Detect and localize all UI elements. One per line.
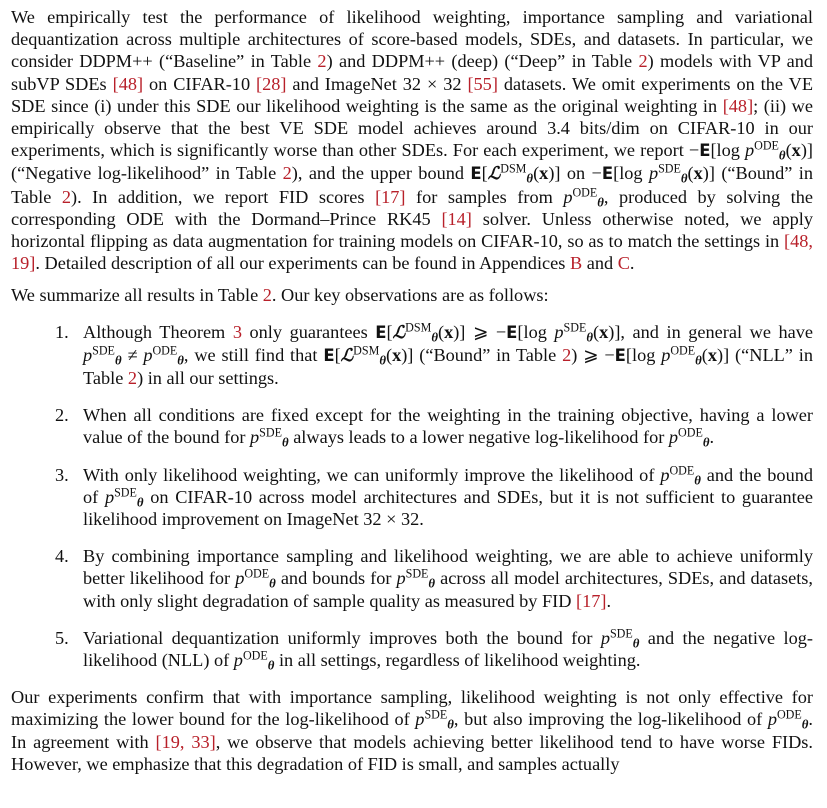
- formula-expected-log-p-ode: E[log $p^{ODE}\theta(x)$]: [699, 138, 813, 163]
- formula-p-ode: $p^{ODE}\theta$: [563, 184, 604, 210]
- ref-appendix-b[interactable]: B: [569, 253, 583, 274]
- formula-expected-dsm-loss: E[ℒ$^{DSM}$θ(x)]: [323, 343, 414, 368]
- ref-table-2[interactable]: 2: [282, 163, 292, 184]
- formula-p-ode: $p^{ODE}\theta$: [233, 648, 275, 673]
- ref-table-2[interactable]: 2: [562, 344, 572, 365]
- formula-p-ode: $p^{ODE}\theta$: [767, 707, 809, 733]
- ref-appendix-c[interactable]: C: [617, 253, 630, 274]
- observation-item: 2. When all conditions are fixed except for the weighting in the training objective, having a lower value of the bound for $p^{SDE}\theta$ always leads to a lower negative log-likelihood for $p^{ODE}\theta$.: [55, 405, 813, 451]
- citation-17[interactable]: [17]: [576, 590, 607, 611]
- observation-item: 5. Variational dequantization uniformly improves both the bound for $p^{SDE}\theta$ and the negative log-likelihood (NLL) of $p^{ODE}\theta$ in all settings, regardless of likelihood weighting.: [55, 626, 813, 673]
- list-number: 5.: [55, 627, 69, 648]
- formula-p-sde: $p^{SDE}\theta$: [600, 626, 640, 651]
- citation-55[interactable]: [55]: [467, 73, 498, 94]
- citation-14[interactable]: [14]: [441, 208, 472, 229]
- formula-p-sde: $p^{SDE}\theta$: [250, 425, 289, 451]
- list-number: 2.: [55, 405, 69, 426]
- formula-expected-log-p-sde: E[log $p^{SDE}\theta(x)$]: [601, 161, 715, 186]
- observation-item: 1. Although Theorem 3 only guarantees E[ℒ$^{DSM}$θ(x)] ⩾ −E[log $p^{SDE}\theta(x)$], and in general we have $p^{SDE}\theta \ne p^{ODE}\theta$, we still find that E[ℒ$^{DSM}$θ(x)] (“Bound” in Table 2) ⩾ −E[log $p^{ODE}\theta(x)$] (“NLL” in Table 2) in all our settings.: [55, 320, 813, 389]
- formula-p-ode: $p^{ODE}\theta$: [668, 425, 710, 451]
- citation-17[interactable]: [17]: [375, 186, 406, 207]
- citation-48[interactable]: [48]: [722, 95, 754, 116]
- ref-table-2[interactable]: 2: [127, 368, 138, 389]
- ref-table-2[interactable]: 2: [638, 51, 648, 72]
- formula-geq-neg-log-p-ode: ⩾ −E[log $p^{ODE}\theta(x)$]: [583, 343, 730, 368]
- paragraph-summary: We summarize all results in Table 2. Our key observations are as follows:: [11, 285, 549, 306]
- ref-theorem-3[interactable]: 3: [232, 321, 242, 342]
- citation-28[interactable]: [28]: [256, 73, 287, 94]
- formula-p-sde: $p^{SDE}\theta$: [104, 485, 144, 510]
- formula-p-sde: $p^{SDE}\theta$: [415, 707, 454, 733]
- observation-item: 4. By combining importance sampling and likelihood weighting, we are able to achieve uniformly better likelihood for $p^{ODE}\theta$ and bounds for $p^{SDE}\theta$ across all model architectures, SDEs, and datasets, with only slight degradation of sample quality as measured by FID [17].: [55, 546, 813, 611]
- formula-expected-dsm-loss: E[ℒ$^{DSM}$θ(x)]: [470, 161, 561, 186]
- observations-list: [11, 321, 813, 672]
- citation-48[interactable]: [48]: [112, 73, 144, 94]
- paragraph-conclusion: Our experiments confirm that with importance sampling, likelihood weighting is not only effective for maximizing the lower bound for the log-likelihood of $p^{SDE}\theta$, but also improving the log-likelihood of $p^{ODE}\theta$. In agreement with [19, 33], we observe that models achieving better likelihood tend to have worse FIDs. However, we emphasize that this degradation of FID is small, and samples actually: [11, 687, 813, 774]
- citation-19-33[interactable]: [19, 33]: [155, 731, 216, 752]
- formula-p-ode: $p^{ODE}\theta$: [235, 566, 276, 592]
- ref-table-2[interactable]: 2: [317, 51, 327, 72]
- list-number: 1.: [55, 321, 69, 342]
- formula-p-sde: $p^{SDE}\theta$: [396, 566, 436, 592]
- list-number: 3.: [55, 464, 69, 485]
- list-number: 4.: [55, 546, 69, 567]
- ref-table-2[interactable]: 2: [61, 186, 71, 207]
- formula-p-sde-neq-p-ode: $p^{SDE}\theta \ne p^{ODE}\theta$: [83, 343, 184, 368]
- formula-bound-inequality: E[ℒ$^{DSM}$θ(x)] ⩾ −E[log $p^{SDE}\theta(x)$]: [375, 320, 621, 345]
- citation-48-19[interactable]: [48, 19]: [11, 231, 813, 274]
- observation-item: 3. With only likelihood weighting, we can uniformly improve the likelihood of $p^{ODE}\theta$ and the bound of $p^{SDE}\theta$ on CIFAR-10 across model architectures and SDEs, but it is not sufficient to guarantee likelihood improvement on ImageNet 32 × 32.: [55, 463, 813, 530]
- formula-p-ode: $p^{ODE}\theta$: [660, 463, 701, 488]
- paragraph-experiments: We empirically test the performance of likelihood weighting, importance sampling and variational dequantization across multiple architectures of score-based models, SDEs, and datasets. In particular, we consider DDPM++ (“Baseline” in Table 2) and DDPM++ (deep) (“Deep” in Table 2) models with VP and subVP SDEs [48] on CIFAR-10 [28] and ImageNet 32 × 32 [55] datasets. We omit experiments on the VE SDE since (i) under this SDE our likelihood weighting is the same as the original weighting in [48]; (ii) we empirically observe that the best VE SDE model achieves around 3.4 bits/dim on CIFAR-10 in our experiments, which is significantly worse than other SDEs. For each experiment, we report −E[log $p^{ODE}\theta(x)$] (“Negative log-likelihood” in Table 2), and the upper bound E[ℒ$^{DSM}$θ(x)] on −E[log $p^{SDE}\theta(x)$] (“Bound” in Table 2). In addition, we report FID scores [17] for samples from $p^{ODE}\theta$, produced by solving the corresponding ODE with the Dormand–Prince RK45 [14] solver. Unless otherwise noted, we apply horizontal flipping as data augmentation for training models on CIFAR-10, so as to match the settings in [48, 19]. Detailed description of all our experiments can be found in Appendices B and C.: [11, 7, 814, 274]
- ref-table-2[interactable]: 2: [262, 285, 272, 306]
